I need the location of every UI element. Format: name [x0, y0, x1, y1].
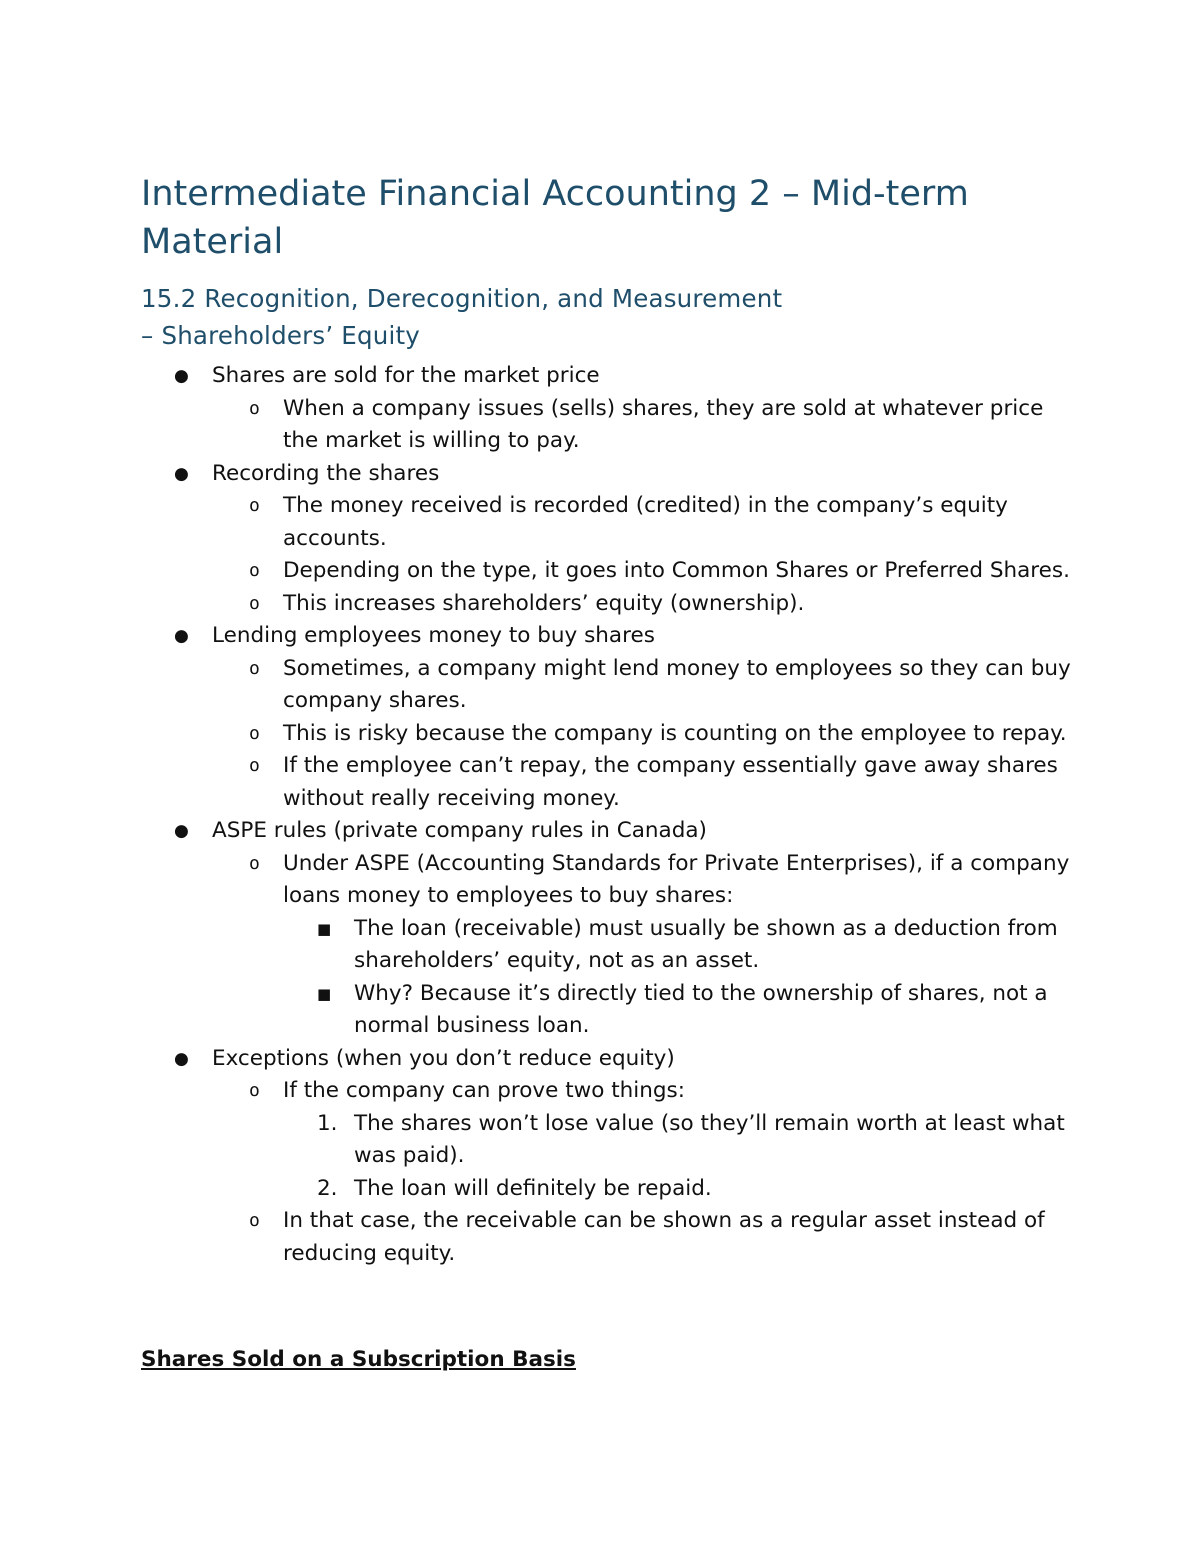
numbered-item: [283, 1173, 1081, 1206]
sub-bullet-item: [212, 393, 1081, 458]
sub-bullet-item: [212, 750, 1081, 815]
square-bullet-item: [283, 913, 1081, 978]
square-bullet-icon: ■: [317, 919, 332, 938]
bullet-text: Shares are sold for the market price: [212, 363, 600, 388]
circle-bullet-icon: o: [249, 852, 260, 874]
bullet-text: ASPE rules (private company rules in Canada): [212, 818, 707, 843]
sub-bullet-list: [212, 848, 1081, 1043]
bullet-text: Lending employees money to buy shares: [212, 623, 655, 648]
circle-bullet-icon: o: [249, 1080, 260, 1101]
numbered-item: [283, 1108, 1081, 1173]
section-heading-line-1: 15.2 Recognition, Derecognition, and Measurement: [141, 284, 783, 313]
sub-bullet-text: This increases shareholders’ equity (ownership).: [283, 590, 805, 616]
sub-bullet-list: [212, 393, 1081, 458]
bullet-item: [141, 458, 1081, 621]
list-number: 2.: [317, 1175, 338, 1201]
bullet-text: Exceptions (when you don’t reduce equity): [212, 1045, 675, 1071]
numbered-list: [283, 1108, 1081, 1206]
sub-bullet-item: [212, 490, 1081, 555]
sub-bullet-text: Sometimes, a company might lend money to employees so they can buy company shares.: [283, 655, 1071, 713]
circle-bullet-icon: o: [249, 495, 260, 516]
numbered-text: The loan will definitely be repaid.: [354, 1175, 712, 1201]
numbered-text: The shares won’t lose value (so they’ll remain worth at least what was paid).: [354, 1110, 1065, 1168]
sub-bullet-text: When a company issues (sells) shares, they are sold at whatever price the market is willing to pay.: [283, 395, 1044, 453]
circle-bullet-icon: o: [249, 397, 260, 419]
square-bullet-item: [283, 978, 1081, 1043]
circle-bullet-icon: o: [249, 755, 260, 776]
document-title: Intermediate Financial Accounting 2 – Mid-term Material: [141, 174, 969, 262]
circle-bullet-icon: o: [249, 722, 260, 744]
circle-bullet-icon: o: [249, 1210, 260, 1231]
bullet-item: [141, 620, 1081, 815]
document-page: [141, 170, 1081, 1270]
sub-bullet-text: This is risky because the company is counting on the employee to repay.: [283, 720, 1067, 746]
bullet-icon: ●: [174, 366, 189, 386]
sub-bullet-text: If the company can prove two things:: [283, 1078, 685, 1103]
sub-bullet-text: Depending on the type, it goes into Common Shares or Preferred Shares.: [283, 558, 1070, 583]
square-bullet-list: [283, 913, 1081, 1043]
section-heading: [141, 280, 1081, 354]
section-heading-line-2: – Shareholders’ Equity: [141, 321, 420, 350]
bullet-item: [141, 815, 1081, 1043]
sub-bullet-list: [212, 653, 1081, 816]
circle-bullet-icon: o: [249, 560, 260, 581]
square-bullet-text: The loan (receivable) must usually be shown as a deduction from shareholders’ equity, not as an asset.: [354, 915, 1058, 973]
sub-bullet-text: If the employee can’t repay, the company essentially gave away shares without really receiving money.: [283, 753, 1058, 811]
bullet-icon: ●: [174, 1048, 189, 1069]
bullet-icon: ●: [174, 626, 189, 646]
sub-bullet-item: [212, 555, 1081, 588]
bullet-icon: ●: [174, 463, 189, 484]
subscription-basis-heading: Shares Sold on a Subscription Basis: [141, 1347, 576, 1372]
sub-bullet-item: [212, 653, 1081, 718]
main-bullet-list: [141, 360, 1081, 1270]
sub-bullet-list: [212, 490, 1081, 620]
square-bullet-text: Why? Because it’s directly tied to the ownership of shares, not a normal business loan.: [354, 980, 1048, 1038]
sub-bullet-item: [212, 848, 1081, 1043]
sub-bullet-text: Under ASPE (Accounting Standards for Private Enterprises), if a company loans money to employees to buy shares:: [283, 850, 1070, 908]
sub-bullet-item: [212, 588, 1081, 621]
list-number: 1.: [317, 1110, 338, 1136]
sub-bullet-list: [212, 1075, 1081, 1270]
sub-bullet-text: The money received is recorded (credited) in the company’s equity accounts.: [283, 493, 1008, 551]
sub-bullet-item: [212, 1075, 1081, 1205]
circle-bullet-icon: o: [249, 657, 260, 679]
bullet-item: [141, 360, 1081, 458]
bullet-item: [141, 1043, 1081, 1271]
sub-bullet-text: In that case, the receivable can be shown as a regular asset instead of reducing equity.: [283, 1208, 1045, 1266]
circle-bullet-icon: o: [249, 592, 260, 614]
square-bullet-icon: ■: [317, 984, 332, 1003]
sub-bullet-item: [212, 1205, 1081, 1270]
bullet-text: Recording the shares: [212, 460, 440, 486]
bullet-icon: ●: [174, 821, 189, 841]
sub-bullet-item: [212, 718, 1081, 751]
